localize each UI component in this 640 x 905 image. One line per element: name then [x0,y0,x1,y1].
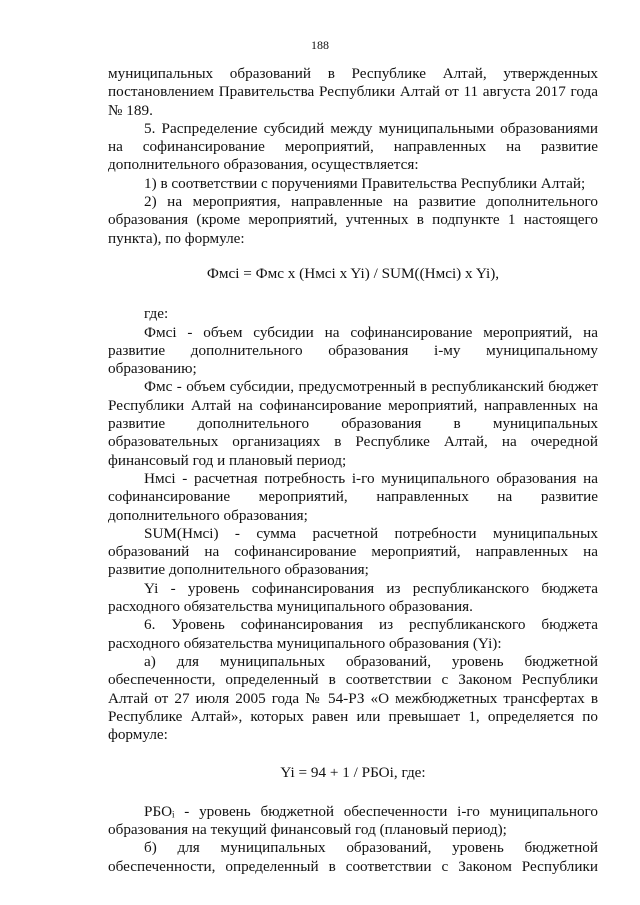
definition-nmsi: Нмсi - расчетная потребность i-го муниципального образования на софинансирование мероприятий, направленных на развитие дополнительного образования; [108,469,598,524]
page-number: 188 [311,38,329,52]
definition-yi: Yi - уровень софинансирования из республиканского бюджета расходного обязательства муниципального образования. [108,579,598,616]
paragraph-subitem-b: б) для муниципальных образований, уровень бюджетной обеспеченности, определенный в соответствии с Законом Республики [108,839,598,875]
paragraph-item-6: 6. Уровень софинансирования из республиканского бюджета расходного обязательства муниципального образования (Yi): [108,616,598,652]
formula-yi: Yi = 94 + 1 / РБОi, где: [280,764,426,782]
definition-fms: Фмс - объем субсидии, предусмотренный в республиканский бюджет Республики Алтай на софинансирование мероприятий, направленных на развитие дополнительного образования в муниципальных образовательных организациях в Республике Алтай, на очередной финансовый год и плановый период; [108,378,598,469]
paragraph-item-5: 5. Распределение субсидий между муниципальными образованиями на софинансирование мероприятий, направленных на развитие дополнительного образования, осуществляется: [108,119,598,174]
where-label: где: [144,305,169,323]
document-body [108,65,598,876]
definition-rboi: РБОᵢ - уровень бюджетной обеспеченности i-го муниципального образования на текущий финансовый год (плановый период); [108,802,598,838]
formula-subsidy: Фмсi = Фмс x (Нмсi x Yi) / SUM((Нмсi) x Yi), [206,264,500,282]
definition-fmsi: Фмсi - объем субсидии на софинансирование мероприятий, на развитие дополнительного образования i-му муниципальному образованию; [108,323,598,378]
paragraph-continuation: муниципальных образований в Республике Алтай, утвержденных постановлением Правительства Республики Алтай от 11 августа 2017 года № 189. [108,65,598,119]
paragraph-subitem-1: 1) в соответствии с поручениями Правительства Республики Алтай; [144,174,586,192]
paragraph-subitem-a: а) для муниципальных образований, уровень бюджетной обеспеченности, определенный в соответствии с Законом Республики Алтай от 27 июля 2005 года № 54-РЗ «О межбюджетных трансфертах в Республике Алтай», которых равен или превышает 1, определяется по формуле: [108,652,598,744]
paragraph-subitem-2: 2) на мероприятия, направленные на развитие дополнительного образования (кроме мероприятий, учтенных в подпункте 1 настоящего пункта), по формуле: [108,193,598,247]
definition-sum-nmsi: SUM(Нмсi) - сумма расчетной потребности муниципальных образований на софинансирование мероприятий, направленных на развитие дополнительного образования; [108,524,598,579]
